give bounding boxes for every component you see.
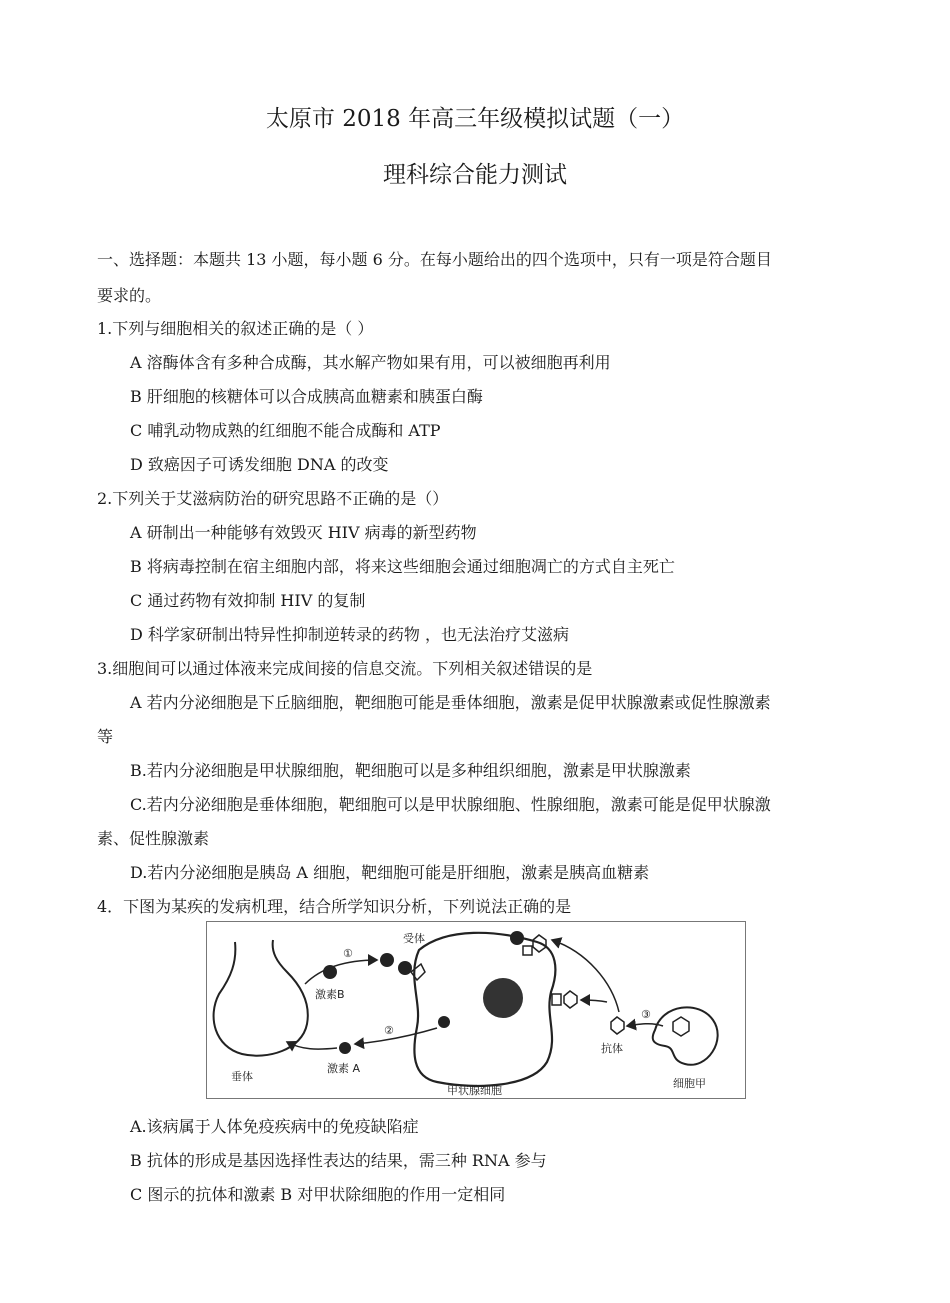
pituitary-outline xyxy=(214,940,308,1056)
q3-option-a-line1: A 若内分泌细胞是下丘脑细胞，靶细胞可能是垂体细胞，激素是促甲状腺激素或促性腺激素 xyxy=(130,693,771,712)
q2-option-a: A 研制出一种能够有效毁灭 HIV 病毒的新型药物 xyxy=(130,523,477,542)
q3-option-c-line1: C.若内分泌细胞是垂体细胞，靶细胞可以是甲状腺细胞、性腺细胞，激素可能是促甲状腺激 xyxy=(130,795,771,814)
q4-stem: 4．下图为某疾的发病机理，结合所学知识分析，下列说法正确的是 xyxy=(97,897,572,916)
label-receptor: 受体 xyxy=(403,932,425,945)
q4-option-c: C 图示的抗体和激素 B 对甲状除细胞的作用一定相同 xyxy=(130,1185,506,1204)
antibody xyxy=(611,1017,624,1034)
q1-option-c: C 哺乳动物成熟的红细胞不能合成酶和 ATP xyxy=(130,421,441,440)
q3-option-d: D.若内分泌细胞是胰岛 A 细胞，靶细胞可能是肝细胞，激素是胰高血糖素 xyxy=(130,863,650,882)
thyroid-cell-outline xyxy=(414,933,555,1086)
hormone-b-particle xyxy=(510,931,524,945)
hormone-b-particle xyxy=(398,961,412,975)
label-thyroid-cell: 甲状腺细胞 xyxy=(447,1084,502,1097)
label-step2: ② xyxy=(384,1024,394,1037)
label-hormone-b: 激素B xyxy=(315,988,345,1001)
label-cell-jia: 细胞甲 xyxy=(673,1077,706,1090)
arrow-antibody-up xyxy=(552,940,619,1012)
q1-option-d: D 致癌因子可诱发细胞 DNA 的改变 xyxy=(130,455,389,474)
q1-option-a: A 溶酶体含有多种合成酶，其水解产物如果有用，可以被细胞再利用 xyxy=(130,353,611,372)
label-step3: ③ xyxy=(641,1008,651,1021)
label-antibody: 抗体 xyxy=(601,1042,623,1055)
receptor xyxy=(552,994,561,1005)
label-hormone-a: 激素 A xyxy=(327,1062,361,1075)
hormone-b-particle xyxy=(380,953,394,967)
q2-stem: 2.下列关于艾滋病防治的研究思路不正确的是（） xyxy=(97,489,449,508)
label-pituitary: 垂体 xyxy=(231,1070,253,1083)
pathogenesis-diagram xyxy=(206,921,746,1099)
antibody xyxy=(564,991,577,1008)
thyroid-nucleus xyxy=(483,978,523,1018)
q1-stem: 1.下列与细胞相关的叙述正确的是（ ） xyxy=(97,319,374,338)
page-title: 太原市 2018 年高三年级模拟试题（一） xyxy=(265,106,685,132)
page-subtitle: 理科综合能力测试 xyxy=(383,162,567,188)
section-intro-line1: 一、选择题：本题共 13 小题，每小题 6 分。在每小题给出的四个选项中，只有一项是符合题目 xyxy=(97,250,772,269)
q3-option-a-line2: 等 xyxy=(97,727,114,746)
q4-option-a: A.该病属于人体免疫疾病中的免疫缺陷症 xyxy=(130,1117,419,1136)
hormone-a-particle xyxy=(339,1042,351,1054)
receptor xyxy=(411,964,425,980)
q2-option-c: C 通过药物有效抑制 HIV 的复制 xyxy=(130,591,366,610)
q3-stem: 3.细胞间可以通过体液来完成间接的信息交流。下列相关叙述错误的是 xyxy=(97,659,593,678)
arrow-antibody-left xyxy=(581,1000,607,1002)
arrow-step2 xyxy=(355,1028,437,1044)
q4-option-b: B 抗体的形成是基因选择性表达的结果，需三种 RNA 参与 xyxy=(130,1151,547,1170)
section-intro-line2: 要求的。 xyxy=(97,286,162,305)
q1-option-b: B 肝细胞的核糖体可以合成胰高血糖素和胰蛋白酶 xyxy=(130,387,483,406)
q2-option-b: B 将病毒控制在宿主细胞内部，将来这些细胞会通过细胞凋亡的方式自主死亡 xyxy=(130,557,675,576)
q3-option-c-line2: 素、促性腺激素 xyxy=(97,829,210,848)
q3-option-b: B.若内分泌细胞是甲状腺细胞，靶细胞可以是多种组织细胞，激素是甲状腺激素 xyxy=(130,761,691,780)
arrow-step1 xyxy=(305,960,377,984)
receptor xyxy=(523,946,532,955)
q2-option-d: D 科学家研制出特异性抑制逆转录的药物 ，也无法治疗艾滋病 xyxy=(130,625,570,644)
label-step1: ① xyxy=(343,947,353,960)
cell-jia-outline xyxy=(653,1007,718,1064)
antibody-in-cell-jia xyxy=(673,1017,689,1036)
hormone-a-particle xyxy=(438,1016,450,1028)
